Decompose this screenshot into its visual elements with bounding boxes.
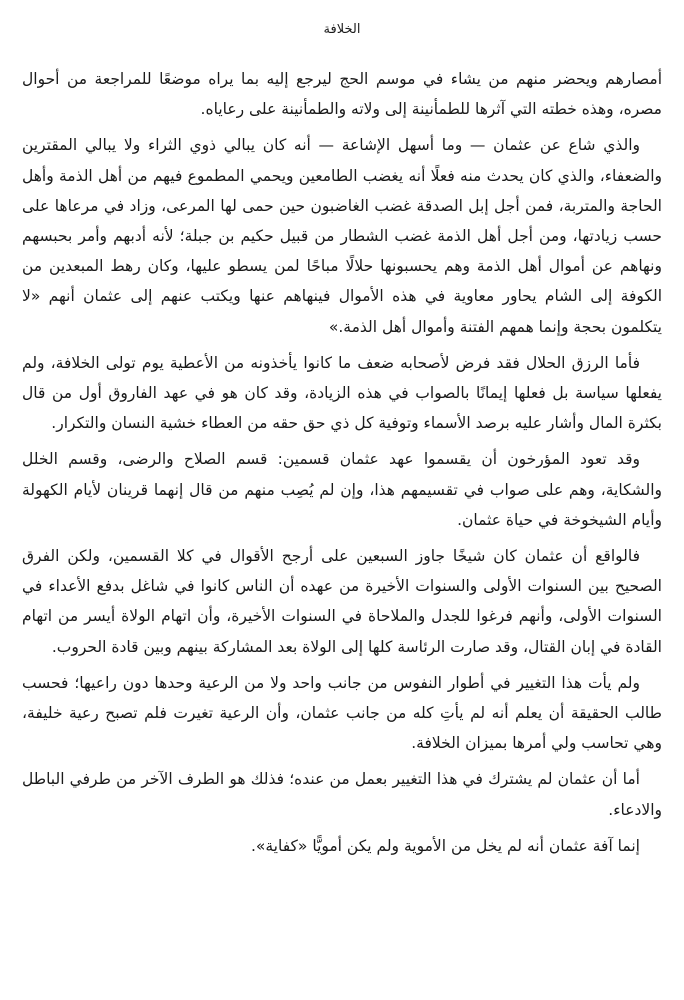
paragraph: وقد تعود المؤرخون أن يقسموا عهد عثمان قسمين: قسم الصلاح والرضى، وقسم الخلل والشكاية، وهم على صواب في تقسيمهم هذا، وإن لم يُصِب منهم من قال إنهما قرينان لأيام الكهولة وأيام الشيخوخة في حياة عثمان. bbox=[22, 450, 662, 529]
text-body bbox=[22, 64, 662, 867]
running-head: الخلافة bbox=[323, 22, 361, 37]
book-page bbox=[22, 0, 662, 1000]
paragraph: ولم يأت هذا التغيير في أطوار النفوس من جانب واحد ولا من الرعية وحدها دون راعيها؛ فحسب طالب الحقيقة أن يعلم أنه لم يأتِ كله من جانب عثمان، وأن الرعية تغيرت فلم تصبح رعية خليفة، وهي تحاسب ولي أمرها بميزان الخلافة. bbox=[22, 673, 662, 753]
paragraph: فأما الرزق الحلال فقد فرض لأصحابه ضعف ما كانوا يأخذونه من الأعطية يوم تولى الخلافة، ولم يفعلها سياسة بل فعلها إيمانًا بالصواب في هذه الزيادة، وقد كان هو في عهد الفاروق أول من قال بكثرة المال وأشار عليه برصد الأسماء وتوفية كل ذي حق حقه من العطاء خشية النسان والتكرار. bbox=[22, 353, 662, 433]
paragraph: فالواقع أن عثمان كان شيخًا جاوز السبعين على أرجح الأقوال في كلا القسمين، ولكن الفرق الصحيح بين السنوات الأولى والسنوات الأخيرة من عهده أن الناس كانوا في شاغل بدفع الأعداء في السنوات الأولى، وأنهم فرغوا للجدل والملاحاة في السنوات الأخيرة، وأن اتهام الولاة أيسر من اتهام القادة في إبان القتال، وقد صارت الرئاسة كلها إلى الولاة بعد المشاركة بينهم وبين قادة الحروب. bbox=[22, 547, 662, 656]
paragraph: أمصارهم ويحضر منهم من يشاء في موسم الحج ليرجع إليه بما يراه موضعًا للمراجعة من أحوال مصره، وهذه خطته التي آثرها للطمأنينة إلى ولاته والطمأنينة على رعاياه. bbox=[22, 70, 662, 119]
paragraph: أما أن عثمان لم يشترك في هذا التغيير بعمل من عنده؛ فذلك هو الطرف الآخر من طرفي الباطل والادعاء. bbox=[22, 770, 662, 819]
paragraph: إنما آفة عثمان أنه لم يخل من الأموية ولم يكن أمويًّا «كفاية». bbox=[250, 836, 640, 855]
paragraph: والذي شاع عن عثمان — وما أسهل الإشاعة — أنه كان يبالي ذوي الثراء ولا يبالي المقترين والضعفاء، والذي كان يحدث منه فعلًا أنه يغضب الطامعين ويحمي المطموع فيهم من أهل الذمة وأهل الحاجة والمتربة، فمن أجل إبل الصدقة غضب الغاضبون حين حمى لها المرعى، وزاد في مرعاها على حسب زيادتها، ومن أجل أهل الذمة غضب الشطار من قبيل حكيم بن جبلة؛ لأنه أدبهم وأمر بحبسهم ونهاهم عن أموال أهل الذمة وهم يحسبونها حلالًا مباحًا لمن يسطو عليها، وكان رهط المبعدين من الكوفة إلى الشام يحاور معاوية في هذه الأموال فينهاهم عنها ويكتب عنهم إلى عثمان أنهم «لا يتكلمون بحجة وإنما همهم الفتنة وأموال أهل الذمة.» bbox=[22, 136, 662, 336]
